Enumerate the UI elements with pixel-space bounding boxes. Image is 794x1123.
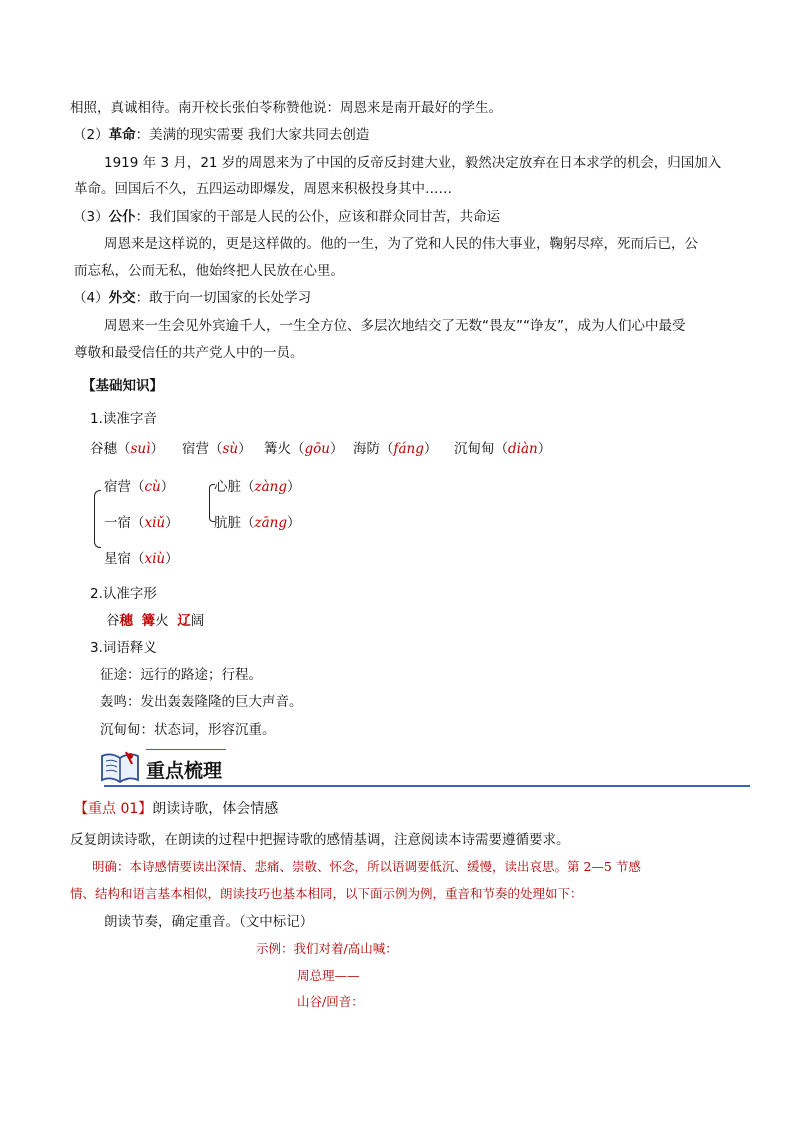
pronunciation-title: 1.读准字音 xyxy=(90,411,157,427)
item-2-paragraph-line: 革命。回国后不久，五四运动即爆发，周恩来积极投身其中…… xyxy=(74,181,452,197)
section-title: 重点梳理 xyxy=(146,760,223,782)
basics-heading: 【基础知识】 xyxy=(82,378,163,394)
section-top-rule xyxy=(146,749,226,750)
definition-item: 轰鸣：发出轰轰隆隆的巨大声音。 xyxy=(100,694,303,710)
open-book-icon xyxy=(98,746,142,786)
item-2-heading: （2）革命：美满的现实需要 我们大家共同去创造 xyxy=(73,127,370,143)
item-3-paragraph-line: 周恩来是这样说的，更是这样做的。他的一生，为了党和人民的伟大事业，鞠躬尽瘁，死而后已，公 xyxy=(104,236,698,252)
key-point-heading: 【重点 01】朗读诗歌，体会情感 xyxy=(74,801,279,817)
definition-item: 征途：远行的路途；行程。 xyxy=(100,667,262,683)
item-4-paragraph-line: 周恩来一生会见外宾逾千人，一生全方位、多层次地结交了无数“畏友”“诤友”，成为人们心中最受 xyxy=(104,318,686,334)
polyphone-item: 肮脏（zāng） xyxy=(214,515,301,531)
polyphone-item: 宿营（cù） xyxy=(104,479,175,495)
item-4-heading: （4）外交：敢于向一切国家的长处学习 xyxy=(73,290,312,306)
pronunciation-row: 谷穗（suì） xyxy=(90,441,164,457)
glyph-title: 2.认准字形 xyxy=(90,586,157,602)
section-underline xyxy=(104,785,750,787)
polyphone-item: 一宿（xiǔ） xyxy=(104,515,179,531)
glyph-row: 谷穗 篝火 辽阔 xyxy=(106,613,205,629)
intro-line: 相照，真诚相待。南开校长张伯苓称赞他说：周恩来是南开最好的学生。 xyxy=(70,100,502,116)
example-line: 示例：我们对着/高山喊： xyxy=(256,941,398,956)
item-4-paragraph-line: 尊敬和最受信任的共产党人中的一员。 xyxy=(74,345,304,361)
polyphone-item: 心脏（zàng） xyxy=(214,479,301,495)
polyphone-item: 星宿（xiù） xyxy=(104,551,179,567)
pronunciation-row: 篝火（gōu） xyxy=(264,441,344,457)
key-point-intro: 反复朗读诗歌，在朗读的过程中把握诗歌的感情基调，注意阅读本诗需要遵循要求。 xyxy=(70,832,570,848)
definitions-title: 3.词语释义 xyxy=(90,640,157,656)
item-2-paragraph-line: 1919 年 3 月，21 岁的周恩来为了中国的反帝反封建大业，毅然决定放弃在日本求学的机会，归国加入 xyxy=(104,155,722,171)
example-line: 山谷/回音： xyxy=(297,994,364,1009)
rhythm-note: 朗读节奏，确定重音。（文中标记） xyxy=(104,914,314,930)
item-3-heading: （3）公仆：我们国家的干部是人民的公仆，应该和群众同甘苦，共命运 xyxy=(73,209,501,225)
example-line: 周总理—— xyxy=(297,968,360,983)
left-brace xyxy=(94,490,101,548)
pronunciation-row: 海防（fáng） xyxy=(353,441,438,457)
pronunciation-row: 宿营（sù） xyxy=(182,441,252,457)
definition-item: 沉甸甸：状态词，形容沉重。 xyxy=(100,722,276,738)
item-3-paragraph-line: 而忘私，公而无私，他始终把人民放在心里。 xyxy=(74,263,344,279)
explanation-line: 明确：本诗感情要读出深情、悲痛、崇敬、怀念，所以语调要低沉、缓慢，读出哀思。第 2—5 节感 xyxy=(92,859,641,874)
explanation-line: 情、结构和语言基本相似，朗读技巧也基本相同，以下面示例为例，重音和节奏的处理如下： xyxy=(70,886,583,901)
pronunciation-row: 沉甸甸（diàn） xyxy=(454,441,552,457)
